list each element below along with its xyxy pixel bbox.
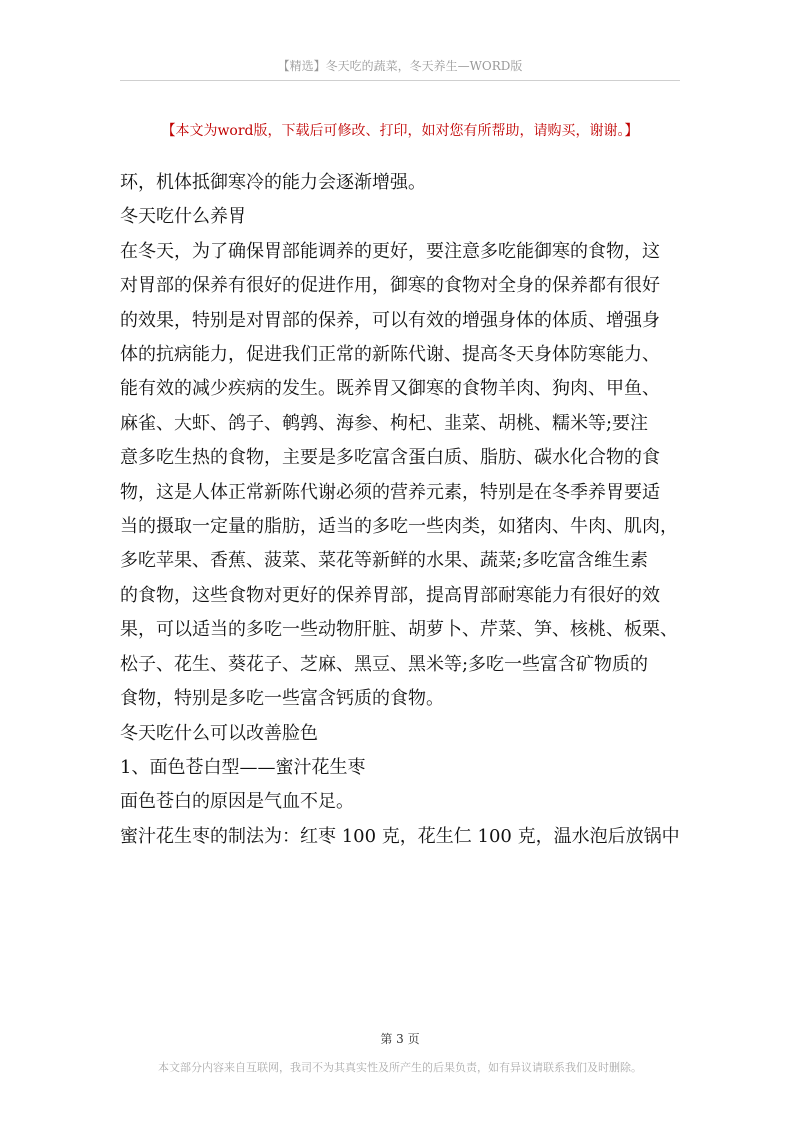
page-number: 第 3 页 [380, 1032, 420, 1046]
text-line: 松子、花生、葵花子、芝麻、黑豆、黑米等;多吃一些富含矿物质的 [120, 653, 649, 675]
document-body [120, 166, 680, 854]
purchase-notice: 【本文为word版，下载后可修改、打印，如对您有所帮助，请购买，谢谢。】 [161, 123, 639, 139]
footer-disclaimer: 本文部分内容来自互联网，我司不为其真实性及所产生的后果负责，如有异议请联系我们及时删除。 [158, 1061, 642, 1074]
text-line: 蜜汁花生枣的制法为：红枣 100 克，花生仁 100 克，温水泡后放锅中 [120, 825, 680, 847]
text-line: 在冬天，为了确保胃部能调养的更好，要注意多吃能御寒的食物，这 [120, 240, 660, 262]
text-line: 当的摄取一定量的脂肪，适当的多吃一些肉类，如猪肉、牛肉、肌肉， [120, 516, 678, 538]
text-line: 物，这是人体正常新陈代谢必须的营养元素，特别是在冬季养胃要适 [120, 481, 660, 503]
section-heading: 冬天吃什么养胃 [120, 206, 246, 228]
text-line: 麻雀、大虾、鸽子、鹌鹑、海参、枸杞、韭菜、胡桃、糯米等;要注 [120, 412, 649, 434]
text-line: 对胃部的保养有很好的促进作用，御寒的食物对全身的保养都有很好 [120, 275, 660, 297]
subheading: 1、面色苍白型——蜜汁花生枣 [120, 756, 366, 778]
text-line: 多吃苹果、香蕉、菠菜、菜花等新鲜的水果、蔬菜;多吃富含维生素 [120, 550, 649, 572]
text-line: 意多吃生热的食物，主要是多吃富含蛋白质、脂肪、碳水化合物的食 [120, 447, 660, 469]
text-line: 面色苍白的原因是气血不足。 [120, 791, 354, 813]
text-line: 果，可以适当的多吃一些动物肝脏、胡萝卜、芹菜、笋、核桃、板栗、 [120, 619, 678, 641]
text-line: 的食物，这些食物对更好的保养胃部，提高胃部耐寒能力有很好的效 [120, 584, 660, 606]
text-line: 体的抗病能力，促进我们正常的新陈代谢、提高冬天身体防寒能力、 [120, 344, 660, 366]
text-line: 能有效的减少疾病的发生。既养胃又御寒的食物羊肉、狗肉、甲鱼、 [120, 378, 660, 400]
text-line: 的效果，特别是对胃部的保养，可以有效的增强身体的体质、增强身 [120, 309, 660, 331]
header-divider [120, 80, 680, 81]
section-heading: 冬天吃什么可以改善脸色 [120, 722, 318, 744]
text-line: 环，机体抵御寒冷的能力会逐渐增强。 [120, 172, 426, 193]
page-header: 【精选】冬天吃的蔬菜，冬天养生—WORD版 [277, 59, 523, 73]
text-line: 食物，特别是多吃一些富含钙质的食物。 [120, 688, 444, 710]
